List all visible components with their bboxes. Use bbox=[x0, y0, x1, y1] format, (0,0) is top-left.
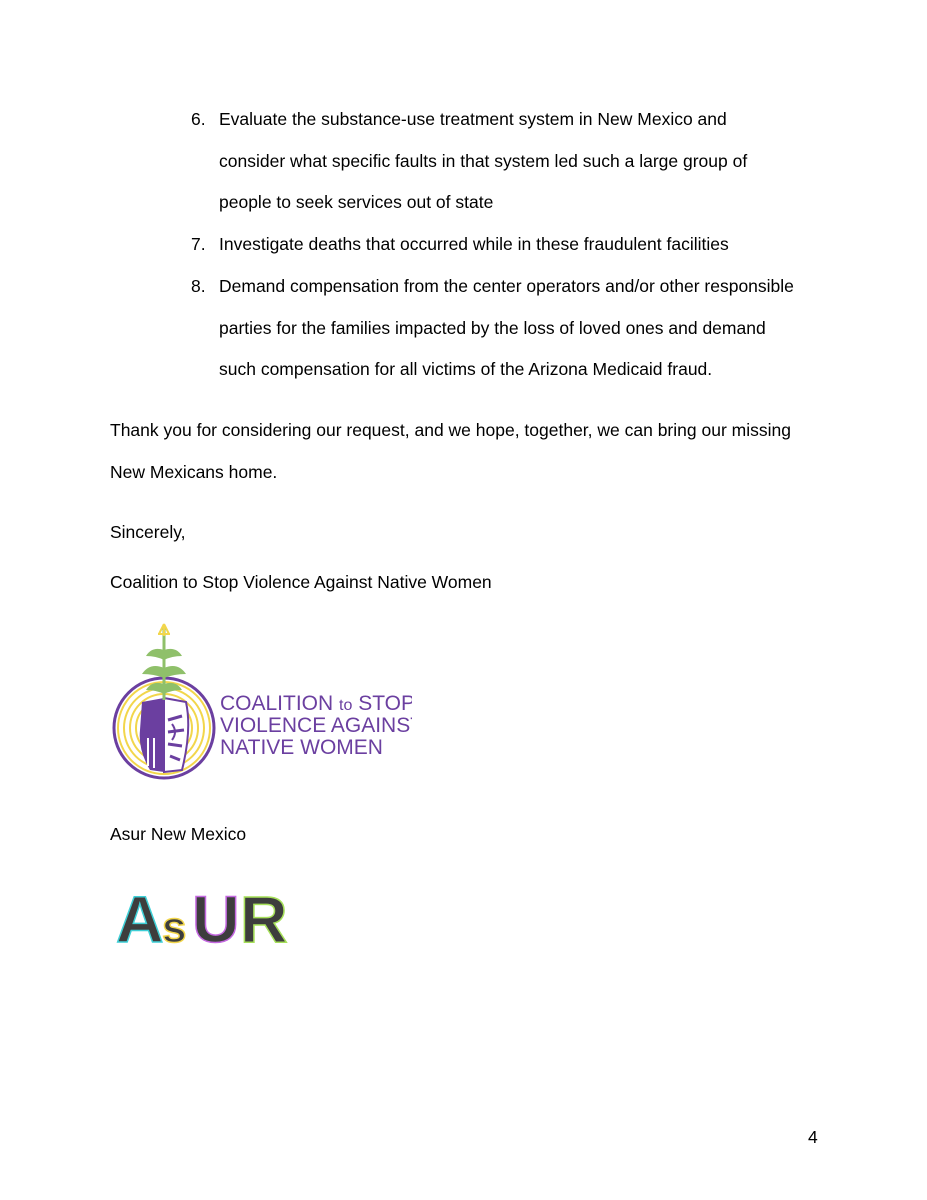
logo-line-2: VIOLENCE AGAINST bbox=[220, 714, 412, 737]
list-number: 7. bbox=[191, 234, 206, 254]
org-name-asur: Asur New Mexico bbox=[110, 824, 247, 844]
list-text: Evaluate the substance-use treatment system in New Mexico and consider what specific faults in that system led such a large group of people to seek services out of state bbox=[219, 109, 748, 213]
asur-logo bbox=[114, 882, 294, 948]
list-number: 8. bbox=[191, 276, 206, 296]
asur-letter-u: U bbox=[192, 882, 240, 948]
logo-line-1: COALITION to STOP bbox=[220, 692, 412, 715]
asur-letter-s: s bbox=[162, 903, 187, 948]
sincerely-line: Sincerely, bbox=[110, 522, 186, 542]
thanks-paragraph: Thank you for considering our request, and we hope, together, we can bring our missing New Mexicans home. bbox=[110, 420, 791, 482]
asur-wordmark-icon bbox=[114, 882, 294, 948]
cvanw-emblem-icon bbox=[112, 620, 412, 780]
logo-line-3: NATIVE WOMEN bbox=[220, 736, 383, 759]
list-text: Demand compensation from the center operators and/or other responsible parties for the families impacted by the loss of loved ones and demand such compensation for all victims of the Arizona Medicaid fraud. bbox=[219, 276, 794, 380]
asur-letter-a: A bbox=[116, 882, 164, 948]
asur-letter-r: R bbox=[240, 882, 288, 948]
org-name-cvanw: Coalition to Stop Violence Against Native Women bbox=[110, 572, 492, 592]
cvanw-logo bbox=[112, 620, 412, 780]
page-number: 4 bbox=[808, 1127, 818, 1147]
list-number: 6. bbox=[191, 109, 206, 129]
list-text: Investigate deaths that occurred while in these fraudulent facilities bbox=[219, 234, 729, 254]
